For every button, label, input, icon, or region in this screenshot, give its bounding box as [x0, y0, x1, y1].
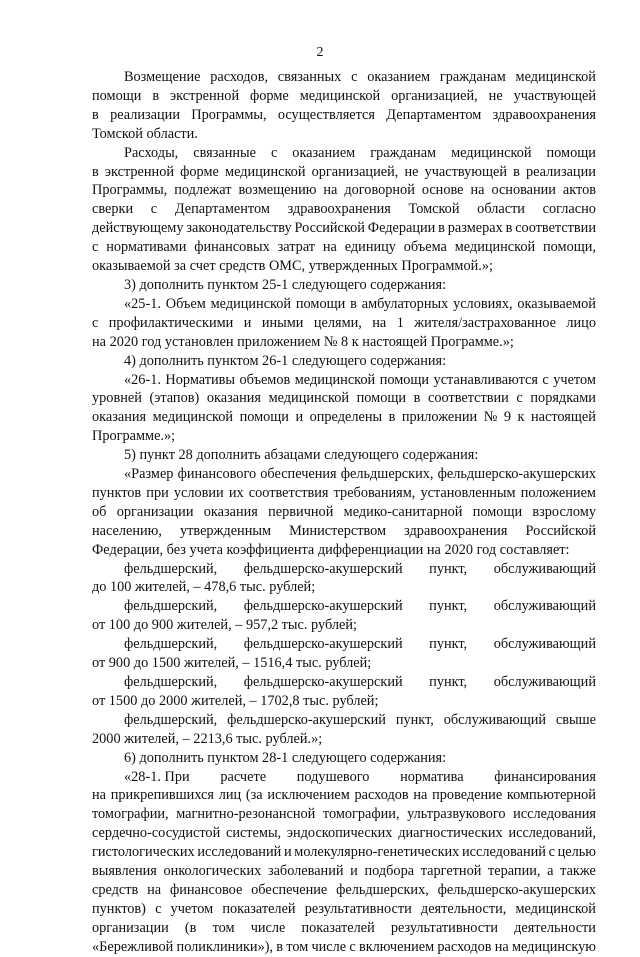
- text-line: [92, 768, 596, 787]
- word: выявления: [92, 863, 157, 880]
- word: реализации: [526, 163, 596, 180]
- word: участвующей: [424, 163, 507, 180]
- paragraph: [92, 446, 596, 465]
- word: возмещению: [238, 182, 317, 199]
- word: магнитно-резонансной: [176, 806, 316, 823]
- word: помощи: [472, 503, 523, 520]
- word: обслуживающий: [493, 598, 596, 615]
- word: в: [92, 163, 99, 180]
- text-line: [92, 805, 596, 824]
- word: исключением: [267, 787, 350, 804]
- word: медицинской: [152, 409, 234, 426]
- word: №: [483, 409, 498, 426]
- word: гистологических: [92, 844, 195, 861]
- word: числе: [250, 919, 286, 936]
- word: исследования: [513, 806, 596, 823]
- word: в: [438, 220, 445, 237]
- paragraph: [92, 673, 596, 711]
- word: медицинской: [515, 900, 596, 917]
- word: пункт,: [429, 636, 468, 653]
- word: помощи,: [543, 239, 596, 256]
- word: Программы,: [191, 106, 267, 123]
- word: медицинской: [454, 239, 536, 256]
- word: и: [283, 844, 292, 861]
- word: расчете: [220, 768, 267, 785]
- word: затрат: [277, 239, 316, 256]
- text-line: [92, 371, 596, 390]
- word: участвующей: [513, 87, 596, 104]
- page-number: 2: [316, 45, 324, 60]
- word: Департаментом: [174, 201, 270, 218]
- text-line: [92, 824, 596, 843]
- word: фельдшерско-акушерский: [227, 711, 386, 728]
- text-line: 6) дополнить пунктом 28-1 следующего содержания:: [124, 749, 447, 766]
- word: помощи: [546, 144, 596, 161]
- word: здравоохранения: [492, 106, 596, 123]
- word: обслуживающий: [493, 636, 596, 653]
- word: иными: [261, 314, 304, 331]
- word: помощи: [379, 371, 430, 388]
- word: не: [488, 87, 503, 104]
- word: приложении: [401, 409, 478, 426]
- word: фельдшерско-акушерский: [243, 674, 403, 690]
- word: диагностических: [398, 825, 503, 842]
- text-line: [92, 635, 596, 654]
- text-line: [92, 919, 596, 938]
- text-line: [92, 560, 596, 579]
- text-line: [92, 484, 596, 503]
- word: исследований: [462, 844, 546, 861]
- text-line: [92, 673, 596, 692]
- text-line: от 100 до 900 жителей, – 957,2 тыс. рублей;: [92, 617, 357, 634]
- word: лиц: [218, 787, 242, 804]
- word: свыше: [555, 711, 596, 728]
- word: с: [92, 239, 99, 256]
- word: Возмещение: [124, 69, 201, 85]
- word: размерах: [447, 220, 503, 237]
- word: системы,: [225, 825, 282, 842]
- word: связанных: [277, 69, 342, 85]
- word: «28-1. При: [124, 768, 190, 785]
- text-line: [92, 522, 596, 541]
- word: и: [350, 863, 358, 880]
- word: медицинской: [225, 163, 306, 180]
- word: деятельности: [514, 919, 596, 936]
- text-line: [92, 503, 596, 522]
- text-line: [92, 786, 596, 805]
- word: прикрепившихся: [110, 787, 214, 804]
- word: медицинской: [515, 69, 596, 85]
- word: фельдшерский,: [124, 560, 218, 577]
- word: подлежат: [174, 182, 232, 199]
- word: установленным: [420, 484, 516, 501]
- word: расходов: [437, 938, 492, 955]
- word: помощи: [356, 390, 407, 407]
- word: и: [243, 314, 252, 331]
- word: поликлиники»),: [176, 938, 274, 955]
- word: настоящей: [530, 409, 596, 426]
- word: оказания: [203, 503, 258, 520]
- word: помощи: [295, 295, 346, 312]
- text-line: 5) пункт 28 дополнить абзацами следующего содержания:: [124, 447, 479, 464]
- word: показателей: [222, 900, 296, 917]
- word: сердечно-сосудистой: [92, 825, 221, 842]
- word: учетом: [170, 900, 214, 917]
- text-line: Программе.»;: [92, 428, 176, 445]
- word: здравоохранения: [404, 522, 508, 539]
- word: целью: [557, 844, 596, 861]
- word: соответствии: [515, 220, 596, 237]
- word: показателей: [301, 919, 375, 936]
- word: результативности: [390, 919, 498, 936]
- word: организацией,: [311, 163, 399, 180]
- word: заболеваний: [267, 863, 344, 880]
- word: фельдшерский,: [124, 636, 218, 653]
- paragraph: [92, 597, 596, 635]
- word: соответствия: [248, 484, 329, 501]
- word: с: [92, 314, 99, 331]
- word: организацией,: [391, 87, 478, 104]
- text-line: от 1500 до 2000 жителей, – 1702,8 тыс. рублей;: [92, 692, 379, 709]
- word: с: [270, 144, 278, 161]
- word: том: [286, 938, 309, 955]
- word: требованиям,: [333, 484, 416, 501]
- word: населению,: [92, 522, 162, 539]
- word: в: [152, 87, 160, 104]
- word: на: [413, 787, 428, 804]
- word: Нормативы: [165, 371, 236, 388]
- word: числе: [311, 938, 347, 955]
- paragraph: [92, 295, 596, 352]
- word: ультразвукового: [407, 806, 506, 823]
- word: обслуживающий: [443, 711, 547, 728]
- paragraph: [92, 635, 596, 673]
- word: области: [477, 201, 525, 218]
- word: «Бережливой: [92, 938, 174, 955]
- word: оказанием: [292, 144, 356, 161]
- word: обслуживающий: [493, 560, 596, 577]
- word: их: [228, 484, 244, 501]
- word: условиях,: [453, 295, 513, 312]
- word: пунктов): [92, 900, 146, 917]
- word: здравоохранения: [287, 201, 391, 218]
- text-line: [92, 87, 596, 106]
- word: организации: [116, 503, 194, 520]
- word: помощи: [239, 409, 289, 426]
- word: форме: [250, 87, 289, 104]
- text-line: [92, 597, 596, 616]
- paragraph: [92, 560, 596, 598]
- word: с: [351, 69, 358, 85]
- word: Объем: [165, 295, 206, 312]
- paragraph: [92, 711, 596, 749]
- text-line: 3) дополнить пунктом 25-1 следующего содержания:: [124, 276, 447, 293]
- word: финансового: [177, 466, 257, 483]
- word: пункт,: [395, 711, 434, 728]
- word: компьютерной: [506, 787, 596, 804]
- word: на: [470, 182, 485, 199]
- text-line: [92, 314, 596, 333]
- word: действующему: [92, 220, 184, 237]
- word: взрослому: [532, 503, 596, 520]
- text-line: [92, 106, 596, 125]
- word: актов: [562, 182, 596, 199]
- word: проведение: [432, 787, 503, 804]
- word: нормативами: [106, 239, 187, 256]
- word: фельдшерский,: [124, 598, 218, 615]
- word: расходов,: [210, 69, 269, 85]
- word: на: [323, 182, 338, 199]
- word: оказываемой: [517, 295, 596, 312]
- word: в: [350, 295, 357, 312]
- text-line: [92, 238, 596, 257]
- word: единицу: [344, 239, 396, 256]
- word: Федерации: [367, 220, 436, 237]
- word: включением: [358, 938, 435, 955]
- word: медицинской: [294, 371, 376, 388]
- word: в: [92, 106, 99, 123]
- word: утвержденным: [180, 522, 272, 539]
- word: «25-1.: [124, 295, 161, 312]
- word: законодательству: [186, 220, 292, 237]
- word: с: [349, 938, 356, 955]
- word: обслуживающий: [493, 674, 596, 690]
- word: фельдшерско-акушерских: [437, 881, 596, 898]
- word: учетом: [553, 371, 596, 388]
- text-line: Федерации, без учета коэффициента дифференциации на 2020 год составляет:: [92, 541, 570, 558]
- word: пункт,: [429, 598, 468, 615]
- word: устанавливаются: [433, 371, 538, 388]
- word: фельдшерских,: [336, 881, 429, 898]
- paragraph: [92, 144, 596, 276]
- word: молекулярно-генетических: [294, 844, 460, 861]
- word: на: [92, 787, 106, 804]
- word: гражданам: [370, 144, 437, 161]
- text-line: [92, 900, 596, 919]
- word: фельдшерско-акушерский: [243, 598, 403, 615]
- word: обеспечения: [260, 466, 337, 483]
- word: результативности: [304, 900, 412, 917]
- word: осуществляется: [277, 106, 375, 123]
- text-line: [92, 862, 596, 881]
- word: порядками: [530, 390, 596, 407]
- text-line: [92, 938, 596, 957]
- text-line: [92, 408, 596, 427]
- word: оказания: [206, 390, 261, 407]
- text-line: [92, 843, 596, 862]
- word: 9: [503, 409, 512, 426]
- word: на: [372, 314, 387, 331]
- word: томографии,: [322, 806, 400, 823]
- word: объема: [403, 239, 447, 256]
- word: онкологических: [163, 863, 262, 880]
- word: с: [516, 390, 523, 407]
- word: медицинской: [268, 390, 350, 407]
- word: оказанием: [367, 69, 431, 85]
- text-line: [92, 881, 596, 900]
- paragraph: [92, 465, 596, 560]
- word: финансирования: [494, 768, 596, 785]
- text-line: до 100 жителей, – 478,6 тыс. рублей;: [92, 579, 316, 596]
- word: фельдшерско-акушерский: [243, 636, 403, 653]
- text-line: [92, 144, 596, 163]
- word: договорной: [344, 182, 415, 199]
- word: к: [517, 409, 525, 426]
- text-line: [92, 219, 596, 238]
- word: с: [548, 844, 555, 861]
- word: лицо: [566, 314, 596, 331]
- word: реализации: [110, 106, 180, 123]
- text-line: [92, 200, 596, 219]
- word: подбора: [364, 863, 415, 880]
- word: а: [547, 863, 554, 880]
- word: помощи: [92, 87, 142, 104]
- word: согласно: [542, 201, 596, 218]
- word: медицинской: [451, 144, 532, 161]
- word: пункт,: [429, 560, 468, 577]
- word: с: [542, 371, 549, 388]
- word: подушевого: [296, 768, 370, 785]
- word: Российской: [525, 522, 596, 539]
- word: на: [494, 938, 509, 955]
- word: эндоскопических: [286, 825, 393, 842]
- word: медико-санитарной: [343, 503, 463, 520]
- word: основании: [491, 182, 556, 199]
- word: жителя/застрахованное: [414, 314, 556, 331]
- paragraph: [92, 768, 596, 957]
- word: с: [155, 900, 162, 917]
- word: норматива: [400, 768, 464, 785]
- word: финансовых: [194, 239, 270, 256]
- word: фельдшерско-акушерский: [243, 560, 403, 577]
- word: обеспечение: [251, 881, 328, 898]
- word: «26-1.: [124, 371, 161, 388]
- word: соответствии: [428, 390, 509, 407]
- word: амбулаторных: [361, 295, 449, 312]
- text-line: [92, 295, 596, 314]
- word: фельдшерско-акушерских: [437, 466, 596, 483]
- word: в: [505, 220, 513, 237]
- text-line: от 900 до 1500 жителей, – 1516,4 тыс. рублей;: [92, 655, 372, 672]
- text-line: [92, 68, 596, 87]
- word: условии: [173, 484, 224, 501]
- word: (этапов): [149, 390, 200, 407]
- text-line: [92, 181, 596, 200]
- word: связанные: [193, 144, 256, 161]
- word: фельдшерских,: [340, 466, 434, 483]
- word: и: [295, 409, 304, 426]
- text-line: оказываемой за счет средств ОМС, утвержденных Программой.»;: [92, 258, 493, 275]
- word: гражданам: [439, 69, 506, 85]
- word: Расходы,: [124, 144, 179, 161]
- word: уровней: [92, 390, 142, 407]
- word: основе: [421, 182, 464, 199]
- word: профилактическими: [108, 314, 234, 331]
- word: исследований: [197, 844, 282, 861]
- word: терапии,: [488, 863, 541, 880]
- word: в: [513, 163, 520, 180]
- word: Министерством: [289, 522, 387, 539]
- document-body: [92, 68, 596, 957]
- word: экстренной: [104, 163, 174, 180]
- word: фельдшерский,: [124, 711, 218, 728]
- word: в: [413, 390, 421, 407]
- word: определены: [309, 409, 383, 426]
- word: томографии,: [92, 806, 169, 823]
- word: медицинской: [210, 295, 292, 312]
- text-line: на 2020 год установлен приложением № 8 к настоящей Программе.»;: [92, 333, 514, 350]
- word: с: [150, 201, 158, 218]
- paragraph: [92, 749, 596, 768]
- word: медицинской: [299, 87, 381, 104]
- text-line: Томской области.: [92, 125, 198, 142]
- word: экстренной: [170, 87, 240, 104]
- word: (за: [245, 787, 263, 804]
- word: Программы,: [92, 182, 168, 199]
- word: на: [147, 881, 162, 898]
- word: в: [276, 938, 284, 955]
- paragraph: [92, 276, 596, 295]
- text-line: 2000 жителей, – 2213,6 тыс. рублей.»;: [92, 730, 323, 747]
- word: фельдшерский,: [124, 674, 218, 690]
- paragraph: [92, 371, 596, 447]
- word: финансовое: [169, 881, 243, 898]
- text-line: [92, 711, 596, 730]
- word: пунктов: [92, 484, 142, 501]
- word: на: [322, 239, 337, 256]
- word: медицинскую: [511, 938, 596, 955]
- word: деятельности,: [420, 900, 507, 917]
- word: 1: [396, 314, 404, 331]
- word: положением: [520, 484, 596, 501]
- word: средств: [92, 881, 139, 898]
- word: пункт,: [429, 674, 468, 690]
- text-line: [92, 465, 596, 484]
- text-line: [92, 389, 596, 408]
- word: том: [212, 919, 235, 936]
- word: в: [388, 409, 396, 426]
- word: исследований,: [508, 825, 596, 842]
- word: целями,: [313, 314, 362, 331]
- word: об: [92, 503, 107, 520]
- word: Департаментом: [386, 106, 482, 123]
- word: форме: [180, 163, 219, 180]
- word: оказания: [92, 409, 147, 426]
- word: «Размер: [124, 466, 174, 483]
- word: не: [404, 163, 419, 180]
- word: организации: [92, 919, 169, 936]
- word: расходов: [354, 787, 409, 804]
- word: первичной: [268, 503, 334, 520]
- paragraph: [92, 68, 596, 144]
- word: Томской: [408, 201, 460, 218]
- word: также: [560, 863, 596, 880]
- word: объемов: [239, 371, 291, 388]
- word: (в: [184, 919, 197, 936]
- word: таргетной: [420, 863, 482, 880]
- paragraph: [92, 352, 596, 371]
- word: сверки: [92, 201, 134, 218]
- word: при: [146, 484, 169, 501]
- word: Российской: [294, 220, 365, 237]
- text-line: [92, 163, 596, 182]
- text-line: 4) дополнить пунктом 26-1 следующего содержания:: [124, 352, 447, 369]
